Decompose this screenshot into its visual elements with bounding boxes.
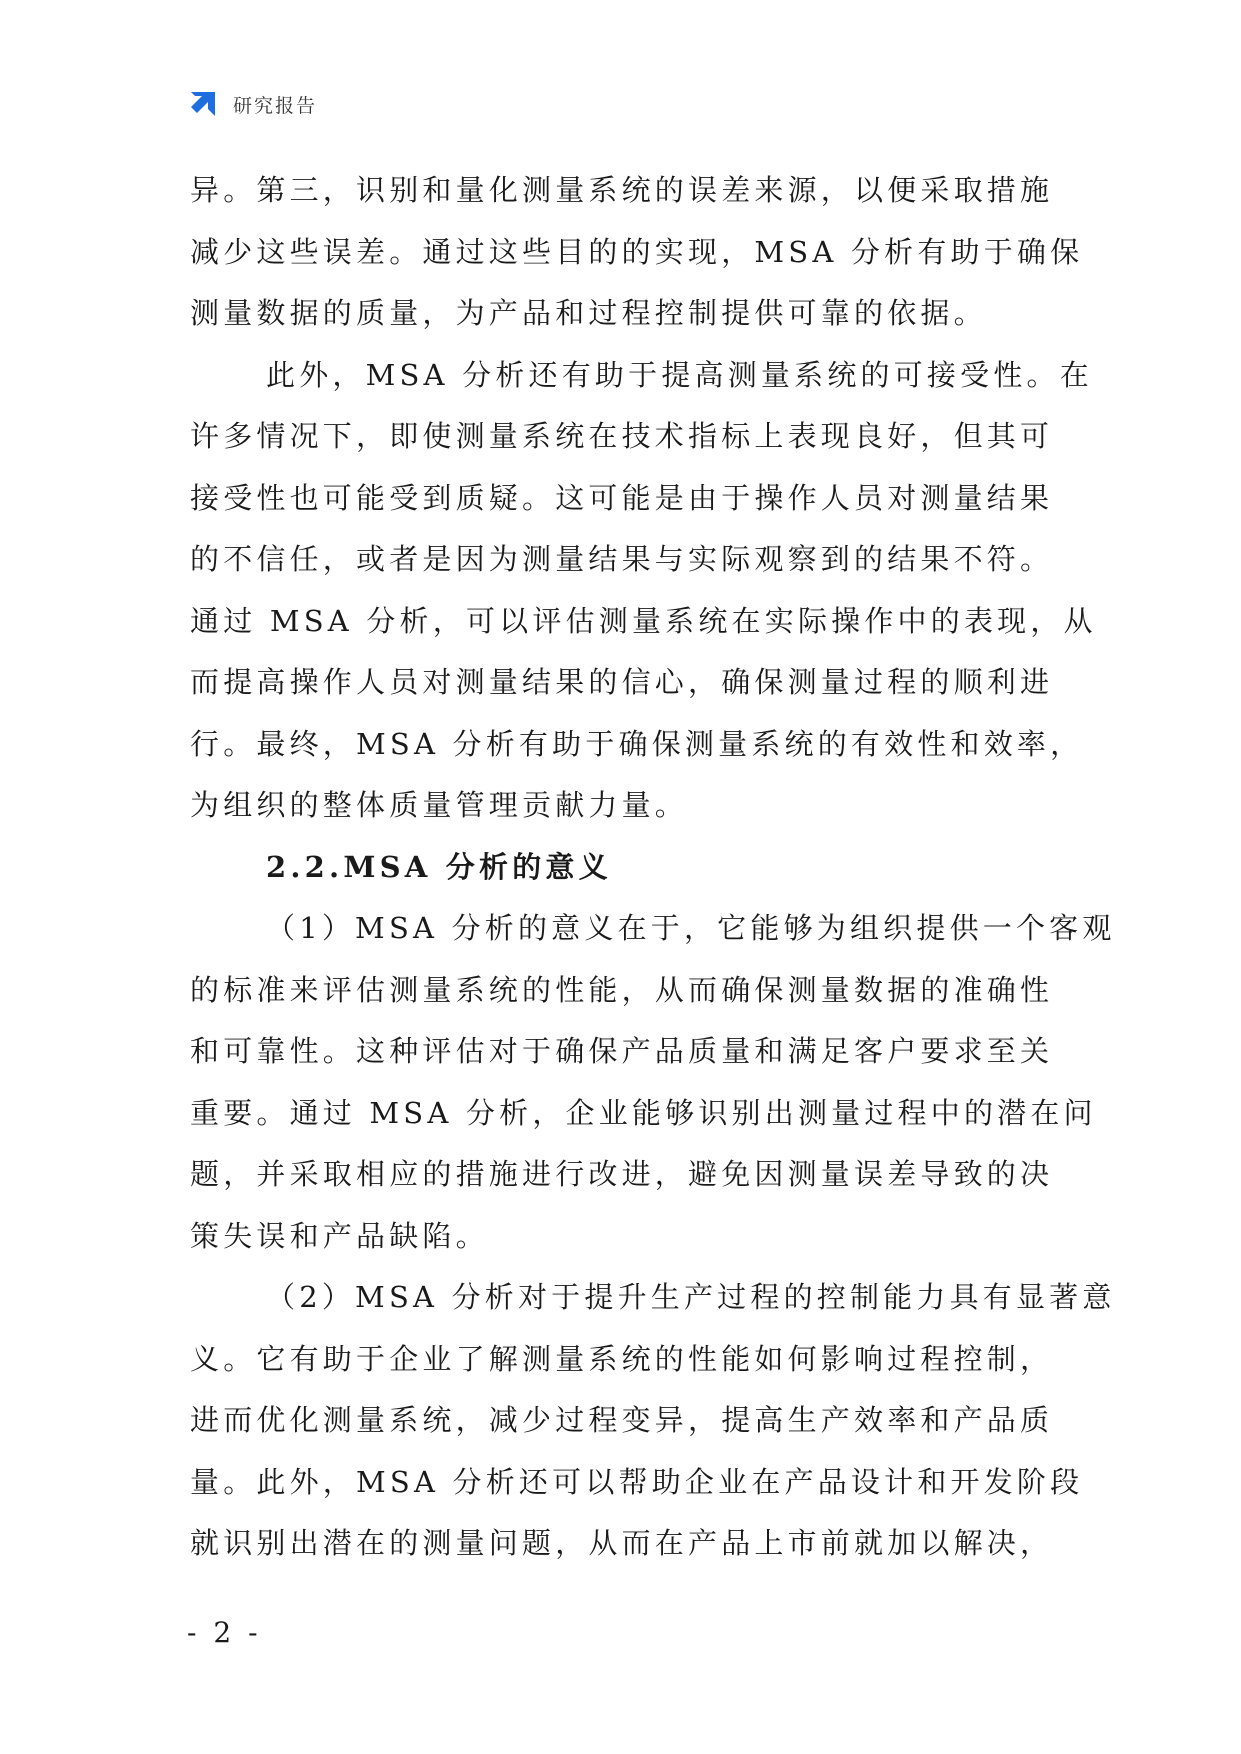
text-line: 就识别出潜在的测量问题，从而在产品上市前就加以解决， [190,1526,1054,1560]
text-line: 而提高操作人员对测量结果的信心，确保测量过程的顺利进 [190,665,1054,699]
text-line: 通过 MSA 分析，可以评估测量系统在实际操作中的表现，从 [190,603,1097,638]
text-line: 策失误和产品缺陷。 [190,1218,489,1253]
text-line: 异。第三，识别和量化测量系统的误差来源，以便采取措施 [190,173,1054,207]
text-line: 许多情况下，即使测量系统在技术指标上表现良好，但其可 [190,419,1054,453]
report-header [187,86,317,122]
text-line: 减少这些误差。通过这些目的的实现，MSA 分析有助于确保 [190,234,1084,269]
page-number: - 2 - [187,1616,262,1649]
report-header-title: 研究报告 [233,94,318,117]
text-line: （2）MSA 分析对于提升生产过程的控制能力具有显著意 [266,1280,1116,1314]
document-body [190,160,1116,1575]
text-line: 进而优化测量系统，减少过程变异，提高生产效率和产品质 [190,1403,1054,1437]
text-line: 行。最终，MSA 分析有助于确保测量系统的有效性和效率， [190,726,1084,761]
text-line: 此外，MSA 分析还有助于提高测量系统的可接受性。在 [266,357,1093,392]
text-line: 测量数据的质量，为产品和过程控制提供可靠的依据。 [190,296,987,330]
text-line: 为组织的整体质量管理贡献力量。 [190,788,689,822]
text-line: （1）MSA 分析的意义在于，它能够为组织提供一个客观 [266,911,1116,945]
section-heading: 2.2.MSA 分析的意义 [266,849,612,884]
text-line: 重要。通过 MSA 分析，企业能够识别出测量过程中的潜在问 [190,1095,1097,1130]
text-line: 的不信任，或者是因为测量结果与实际观察到的结果不符。 [190,542,1054,576]
text-line: 和可靠性。这种评估对于确保产品质量和满足客户要求至关 [190,1034,1054,1068]
text-line: 量。此外，MSA 分析还可以帮助企业在产品设计和开发阶段 [190,1464,1084,1499]
arrow-up-right-icon [187,88,219,120]
text-line: 的标准来评估测量系统的性能，从而确保测量数据的准确性 [190,972,1054,1007]
text-line: 义。它有助于企业了解测量系统的性能如何影响过程控制， [190,1341,1054,1376]
text-line: 题，并采取相应的措施进行改进，避免因测量误差导致的决 [190,1157,1054,1191]
text-line: 接受性也可能受到质疑。这可能是由于操作人员对测量结果 [190,480,1054,515]
